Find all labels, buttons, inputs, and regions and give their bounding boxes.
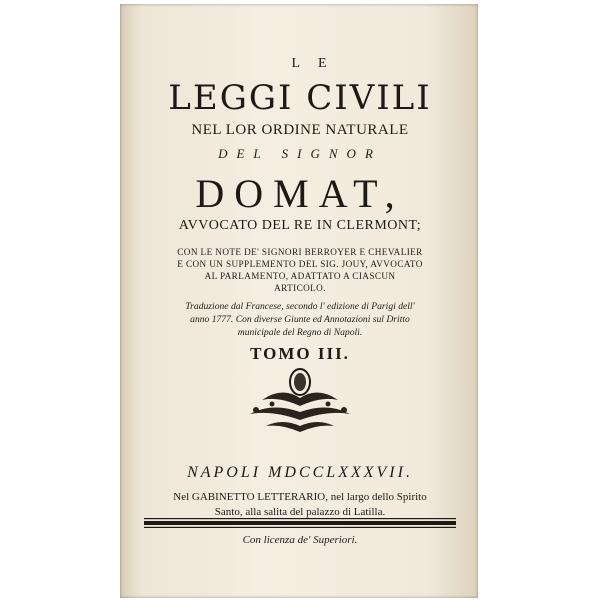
decorative-rule-icon — [144, 518, 456, 528]
author-domat: DOMAT, — [195, 171, 405, 216]
translation-block — [130, 300, 470, 339]
notes-line: CON LE NOTE DE' SIGNORI BERROYER E CHEVALIER — [177, 247, 423, 257]
imprint-line: Santo, alla salita del palazzo di Latilla. — [214, 506, 386, 518]
title-le: LE — [291, 56, 345, 71]
imprint-city-year: NAPOLI MDCCLXXXVII. — [187, 464, 413, 481]
imprint-line: Nel GABINETTO LETTERARIO, nel largo dello Spirito — [173, 491, 427, 503]
imprint-block — [130, 490, 470, 520]
license-line: Con licenza de' Superiori. — [242, 534, 358, 546]
volume-number: TOMO III. — [250, 344, 350, 363]
notes-line: ARTICOLO. — [274, 283, 326, 293]
title-page — [130, 6, 470, 594]
subtitle-ordine: NEL LOR ORDINE NATURALE — [191, 122, 409, 138]
translation-line: Traduzione dal Francese, secondo l' edizione di Parigi dell' — [185, 301, 415, 312]
notes-block — [130, 246, 470, 294]
line-del-signor: DEL SIGNOR — [218, 146, 382, 161]
printer-ornament-icon — [242, 366, 358, 438]
notes-line: AL PARLAMENTO, ADATTATO A CIASCUN — [204, 271, 396, 281]
translation-line: anno 1777. Con diverse Giunte ed Annotazioni sul Dritto — [190, 314, 410, 325]
translation-line: municipale del Regno di Napoli. — [237, 327, 363, 338]
title-leggi-civili: LEGGI CIVILI — [168, 78, 432, 118]
author-role: AVVOCATO DEL RE IN CLERMONT; — [178, 218, 422, 233]
notes-line: E CON UN SUPPLEMENTO DEL SIG. JOUY, AVVOCATO — [177, 259, 423, 269]
